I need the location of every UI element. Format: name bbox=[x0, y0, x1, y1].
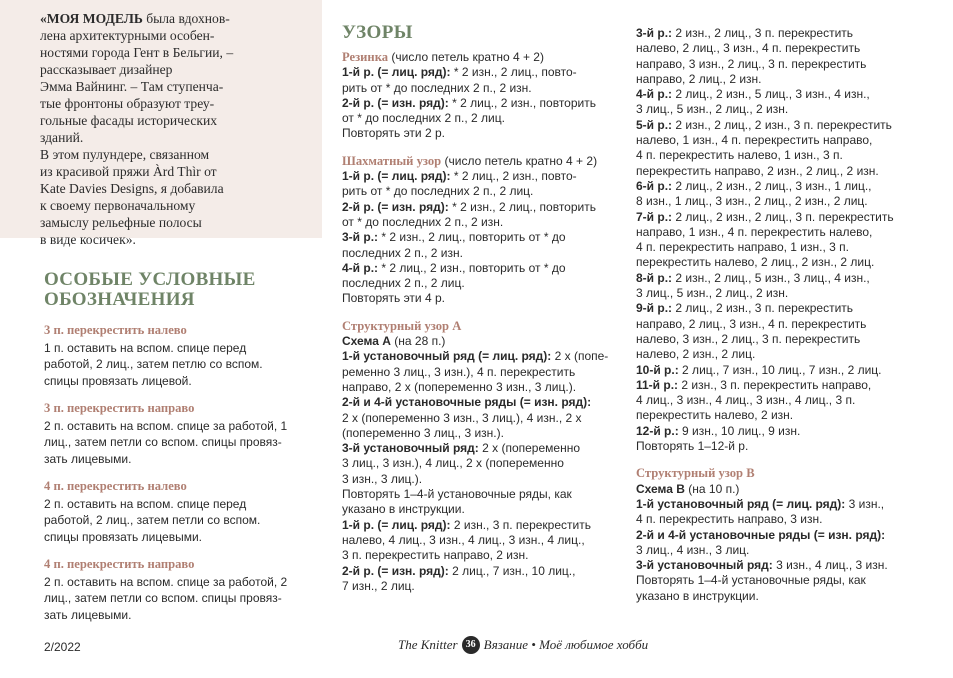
pattern-row: 4-й р.: * 2 лиц., 2 изн., повторить от * до bbox=[342, 260, 566, 275]
legend-item bbox=[44, 556, 322, 623]
struct-a-title: Структурный узор А bbox=[342, 318, 462, 333]
pattern-row: 3 лиц., 5 изн., 2 лиц., 2 изн. bbox=[636, 286, 789, 301]
pattern-row: 11-й р.: 2 изн., 3 п. перекрестить направо, bbox=[636, 377, 872, 392]
pattern-row: 2-й и 4-й установочные ряды (= изн. ряд): bbox=[342, 395, 592, 410]
pattern-row: 4 п. перекрестить налево, 1 изн., 3 п. bbox=[636, 148, 843, 163]
magazine-name: The Knitter bbox=[398, 637, 458, 652]
pattern-row: 3 лиц., 4 изн., 3 лиц. bbox=[636, 542, 750, 557]
pattern-row: 7 изн., 2 лиц. bbox=[342, 578, 415, 593]
pattern-row: 1-й установочный ряд (= лиц. ряд): 2 х (попе- bbox=[342, 349, 609, 364]
pattern-row: 4 п. перекрестить направо, 3 изн. bbox=[636, 512, 823, 527]
pattern-row: направо, 2 лиц., 2 изн. bbox=[636, 71, 762, 86]
rib-note: (число петель кратно 4 + 2) bbox=[388, 50, 544, 64]
pattern-row: налево, 2 лиц., 3 изн., 4 п. перекрестить bbox=[636, 41, 861, 56]
intro-line: гольные фасады исторических bbox=[40, 113, 218, 128]
intro-line: лена архитектурными особен- bbox=[40, 28, 215, 43]
pattern-row: Схема В (на 10 п.) bbox=[636, 481, 740, 496]
legend-line: 2 п. оставить на вспом. спице за работой, 2 bbox=[44, 574, 288, 589]
pattern-row: Повторять 1–12-й р. bbox=[636, 439, 749, 454]
pattern-row: перекрестить направо, 2 изн., 2 лиц., 2 изн. bbox=[636, 163, 879, 178]
legend-line: спицы провязать лицевой. bbox=[44, 373, 192, 388]
pattern-row: 3 лиц., 3 изн.), 4 лиц., 2 х (попеременно bbox=[342, 456, 564, 471]
pattern-row: направо, 2 х (попеременно 3 изн., 3 лиц.). bbox=[342, 379, 577, 394]
intro-line: была вдохнов- bbox=[142, 11, 230, 26]
checker-title: Шахматный узор bbox=[342, 153, 442, 168]
pattern-row: ременно 3 лиц., 3 изн.), 4 п. перекрестить bbox=[342, 364, 576, 379]
pattern-row: 5-й р.: 2 изн., 2 лиц., 2 изн., 3 п. перекрестить bbox=[636, 117, 892, 132]
pattern-row: от * до последних 2 п., 2 лиц. bbox=[342, 111, 505, 126]
pattern-row: 4 п. перекрестить направо, 1 изн., 3 п. bbox=[636, 240, 849, 255]
rib-title: Резинка bbox=[342, 50, 389, 64]
intro-line: Kate Davies Designs, я добавила bbox=[40, 181, 224, 196]
pattern-row: 7-й р.: 2 лиц., 2 изн., 2 лиц., 3 п. перекрестить bbox=[636, 209, 894, 224]
pattern-row: 3 изн., 3 лиц.). bbox=[342, 471, 423, 486]
intro-line: В этом пулундере, связанном bbox=[40, 147, 210, 162]
pattern-row: 9-й р.: 2 лиц., 2 изн., 3 п. перекрестить bbox=[636, 301, 854, 316]
legend-item bbox=[44, 478, 322, 545]
legend-title: 3 п. перекрестить направо bbox=[44, 401, 195, 415]
legend-item bbox=[44, 322, 322, 389]
pattern-row: перекрестить налево, 2 изн. bbox=[636, 408, 794, 423]
pattern-row: направо, 3 изн., 2 лиц., 3 п. перекрестить bbox=[636, 56, 867, 71]
intro-line: ностями города Гент в Бельгии, – bbox=[40, 45, 234, 60]
pattern-row: 12-й р.: 9 изн., 10 лиц., 9 изн. bbox=[636, 423, 801, 438]
pattern-row: 1-й р. (= лиц. ряд): * 2 изн., 2 лиц., повто- bbox=[342, 65, 577, 80]
pattern-row: Повторять эти 2 р. bbox=[342, 126, 445, 141]
intro-line: из красивой пряжи Àrd Thìr от bbox=[40, 164, 217, 179]
intro-line: в виде косичек». bbox=[40, 232, 136, 247]
pattern-row: налево, 3 изн., 2 лиц., 3 п. перекрестить bbox=[636, 331, 861, 346]
pattern-row: 2-й р. (= изн. ряд): * 2 лиц., 2 изн., повторить bbox=[342, 95, 596, 110]
pattern-row: 10-й р.: 2 лиц., 7 изн., 10 лиц., 7 изн., 2 лиц. bbox=[636, 362, 882, 377]
pattern-row: 2-й р. (= изн. ряд): 2 лиц., 7 изн., 10 лиц., bbox=[342, 563, 576, 578]
pattern-row: Схема А (на 28 п.) bbox=[342, 334, 446, 349]
legend-line: спицы провязать лицевыми. bbox=[44, 529, 203, 544]
legend-line: 1 п. оставить на вспом. спице перед bbox=[44, 340, 247, 355]
pattern-row: последних 2 п., 2 лиц. bbox=[342, 276, 465, 291]
special-title-line: ОСОБЫЕ УСЛОВНЫЕ bbox=[44, 269, 256, 290]
legend-line: работой, 2 лиц., затем петли со вспом. bbox=[44, 513, 261, 527]
page-number: 36 bbox=[462, 636, 480, 654]
legend-item bbox=[44, 400, 322, 467]
pattern-row: указано в инструкции. bbox=[636, 588, 759, 603]
legend-line: лиц., затем петли со вспом. спицы провяз- bbox=[44, 591, 282, 605]
intro-line: рассказывает дизайнер bbox=[40, 62, 173, 77]
pattern-row: Повторять 1–4-й установочные ряды, как bbox=[636, 573, 866, 588]
pattern-row: указано в инструкции. bbox=[342, 502, 465, 517]
pattern-row: направо, 2 лиц., 3 изн., 4 п. перекрестить bbox=[636, 316, 867, 331]
legend-line: лиц., затем петли со вспом. спицы провяз- bbox=[44, 435, 282, 449]
pattern-row: перекрестить налево, 2 лиц., 2 изн., 2 лиц. bbox=[636, 255, 875, 270]
pattern-row: Повторять 1–4-й установочные ряды, как bbox=[342, 487, 572, 502]
pattern-row: Повторять эти 4 р. bbox=[342, 291, 445, 306]
pattern-row: 2-й р. (= изн. ряд): * 2 изн., 2 лиц., повторить bbox=[342, 199, 596, 214]
struct-b-title: Структурный узор В bbox=[636, 466, 755, 481]
patterns-column-right bbox=[636, 26, 936, 604]
pattern-row: 3 п. перекрестить направо, 2 изн. bbox=[342, 548, 529, 563]
pattern-row: последних 2 п., 2 изн. bbox=[342, 245, 463, 260]
legend-title: 4 п. перекрестить направо bbox=[44, 557, 195, 571]
intro-box bbox=[0, 0, 322, 247]
pattern-row: 8 изн., 1 лиц., 3 изн., 2 лиц., 2 изн., 2 лиц. bbox=[636, 194, 868, 209]
pattern-row: 8-й р.: 2 изн., 2 лиц., 5 изн., 3 лиц., 4 изн., bbox=[636, 270, 870, 285]
legend-title: 4 п. перекрестить налево bbox=[44, 479, 187, 493]
pattern-row: налево, 1 изн., 4 п. перекрестить направо, bbox=[636, 133, 873, 148]
checker-note: (число петель кратно 4 + 2) bbox=[441, 153, 598, 168]
pattern-row: 3-й р.: 2 изн., 2 лиц., 3 п. перекрестить bbox=[636, 26, 854, 40]
legend-line: 2 п. оставить на вспом. спице перед bbox=[44, 496, 247, 511]
intro-lead: «МОЯ МОДЕЛЬ bbox=[40, 11, 143, 26]
patterns-column-middle bbox=[342, 22, 627, 594]
pattern-row: 3 лиц., 5 изн., 2 лиц., 2 изн. bbox=[636, 102, 789, 117]
pattern-row: 2 х (попеременно 3 изн., 3 лиц.), 4 изн., 2 х bbox=[342, 410, 582, 425]
intro-line: зданий. bbox=[40, 130, 84, 145]
intro-line: замыслу рельефные полосы bbox=[40, 215, 202, 230]
pattern-row: рить от * до последних 2 п., 2 изн. bbox=[342, 80, 532, 95]
pattern-row: 3-й р.: * 2 изн., 2 лиц., повторить от * до bbox=[342, 230, 566, 245]
pattern-row: 4-й р.: 2 лиц., 2 изн., 5 лиц., 3 изн., 4 изн., bbox=[636, 87, 870, 102]
intro-line: к своему первоначальному bbox=[40, 198, 196, 213]
special-title-line: ОБОЗНАЧЕНИЯ bbox=[44, 289, 195, 310]
legend-line: зать лицевыми. bbox=[44, 607, 132, 622]
legend-line: зать лицевыми. bbox=[44, 451, 132, 466]
special-notation-heading bbox=[44, 270, 256, 310]
pattern-row: направо, 1 изн., 4 п. перекрестить налево, bbox=[636, 224, 873, 239]
pattern-row: 6-й р.: 2 лиц., 2 изн., 2 лиц., 3 изн., 1 лиц., bbox=[636, 178, 872, 193]
pattern-row: налево, 4 лиц., 3 изн., 4 лиц., 3 изн., 4 лиц., bbox=[342, 532, 585, 547]
pattern-row: 4 лиц., 3 изн., 4 лиц., 3 изн., 4 лиц., 3 п. bbox=[636, 393, 856, 408]
pattern-row: (попеременно 3 лиц., 3 изн.). bbox=[342, 425, 504, 440]
page-footer bbox=[398, 636, 648, 654]
patterns-heading: УЗОРЫ bbox=[342, 22, 413, 43]
legend-line: работой, 2 лиц., затем петлю со вспом. bbox=[44, 357, 263, 371]
legend-title: 3 п. перекрестить налево bbox=[44, 323, 187, 337]
pattern-row: 2-й и 4-й установочные ряды (= изн. ряд): bbox=[636, 527, 886, 542]
intro-line: тые фронтоны образуют треу- bbox=[40, 96, 215, 111]
pattern-row: налево, 2 изн., 2 лиц. bbox=[636, 347, 756, 362]
pattern-row: 1-й р. (= лиц. ряд): 2 изн., 3 п. перекрестить bbox=[342, 517, 591, 532]
legend-line: 2 п. оставить на вспом. спице за работой, 1 bbox=[44, 418, 288, 433]
footer-tagline: Вязание • Моё любимое хобби bbox=[483, 637, 649, 652]
pattern-row: от * до последних 2 п., 2 изн. bbox=[342, 214, 504, 229]
pattern-row: 1-й р. (= лиц. ряд): * 2 лиц., 2 изн., повто- bbox=[342, 169, 577, 184]
pattern-row: 3-й установочный ряд: 3 изн., 4 лиц., 3 изн. bbox=[636, 558, 888, 573]
issue-number: 2/2022 bbox=[44, 640, 81, 654]
intro-quote bbox=[40, 10, 302, 248]
pattern-row: рить от * до последних 2 п., 2 лиц. bbox=[342, 184, 534, 199]
pattern-row: 1-й установочный ряд (= лиц. ряд): 3 изн., bbox=[636, 496, 885, 511]
pattern-row: 3-й установочный ряд: 2 х (попеременно bbox=[342, 441, 580, 456]
intro-line: Эмма Вайнинг. – Там ступенча- bbox=[40, 79, 224, 94]
